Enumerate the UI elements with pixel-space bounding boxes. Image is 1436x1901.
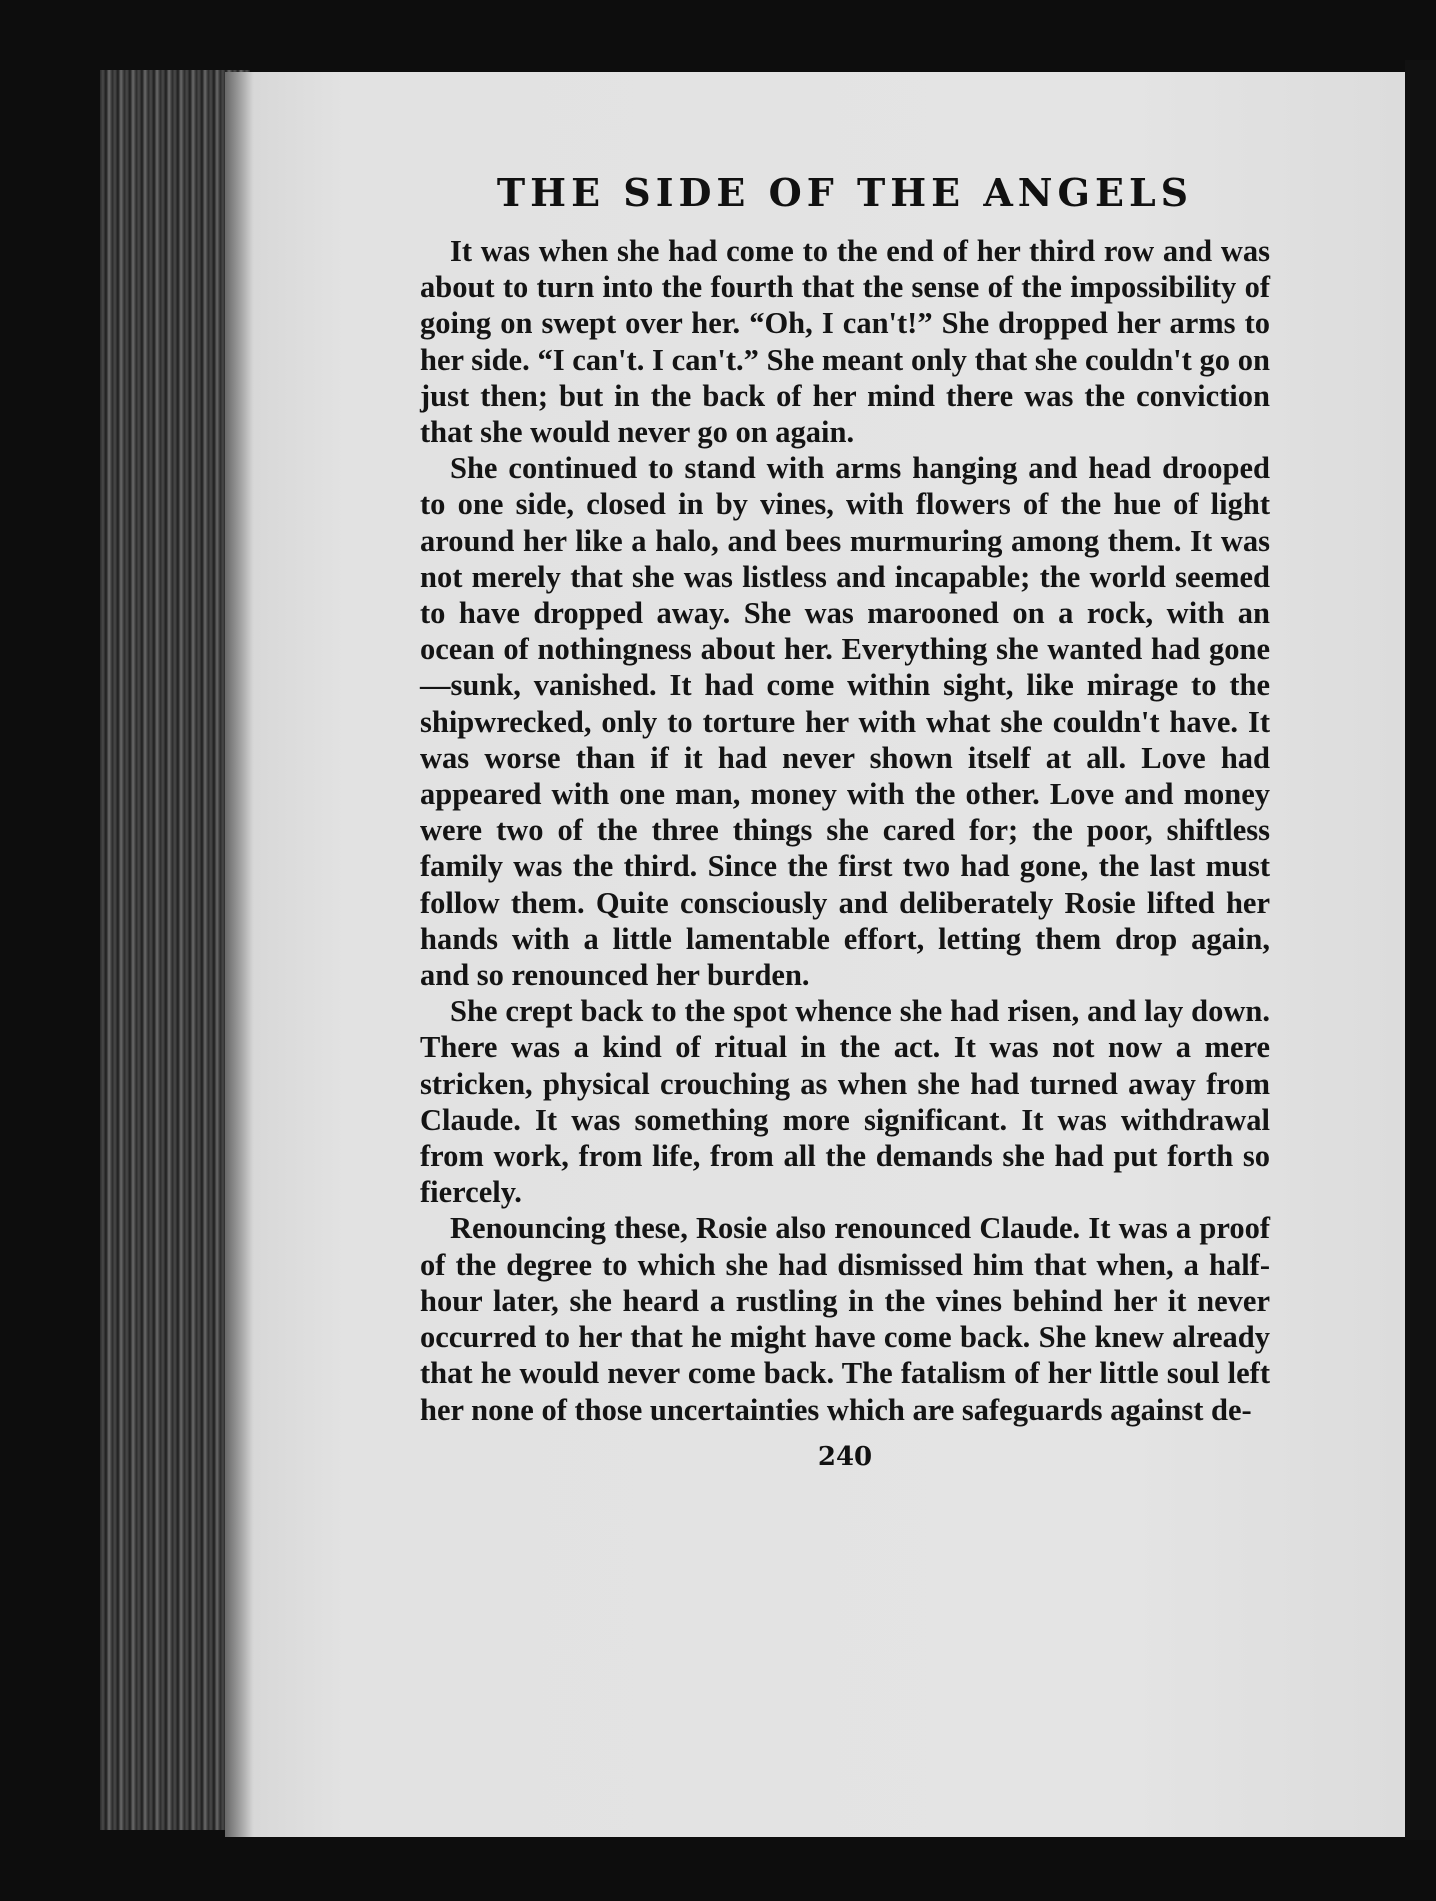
facing-page-edge (1405, 60, 1436, 1840)
paragraph-2: She continued to stand with arms hanging and head drooped to one side, closed in by vines, with flowers of the hue of light around her like a halo, and bees murmuring among them. It was not merely that she was listless and incapable; the world seemed to have dropped away. She was marooned on a rock, with an ocean of nothingness about her. Everything she wanted had gone—sunk, vanished. It had come within sight, like mirage to the shipwrecked, only to torture her with what she couldn't have. It was worse than if it had never shown itself at all. Love had appeared with one man, money with the other. Love and money were two of the three things she cared for; the poor, shiftless family was the third. Since the first two had gone, the last must follow them. Quite consciously and deliberately Rosie lifted her hands with a little lamentable effort, letting them drop again, and so renounced her burden. (420, 451, 1270, 993)
gutter-shadow (225, 72, 253, 1837)
page-content (420, 170, 1270, 1472)
running-head: THE SIDE OF THE ANGELS (496, 170, 1194, 215)
paragraph-4: Renouncing these, Rosie also renounced Claude. It was a proof of the degree to which she had dismissed him that when, a half-hour later, she heard a rustling in the vines behind her it never occurred to her that he might have come back. She knew already that he would never come back. The fatalism of her little soul left her none of those uncertainties which are safeguards against de- (420, 1211, 1270, 1427)
page-number: 240 (817, 1441, 873, 1472)
paragraph-1: It was when she had come to the end of her third row and was about to turn into the fourth that the sense of the impossibility of going on swept over her. “Oh, I can't!” She dropped her arms to her side. “I can't. I can't.” She meant only that she couldn't go on just then; but in the back of her mind there was the conviction that she would never go on again. (420, 234, 1270, 450)
paragraph-3: She crept back to the spot whence she had risen, and lay down. There was a kind of ritual in the act. It was not now a mere stricken, physical crouching as when she had turned away from Claude. It was something more significant. It was withdrawal from work, from life, from all the demands she had put forth so fiercely. (420, 994, 1270, 1210)
body-text (420, 233, 1270, 1428)
